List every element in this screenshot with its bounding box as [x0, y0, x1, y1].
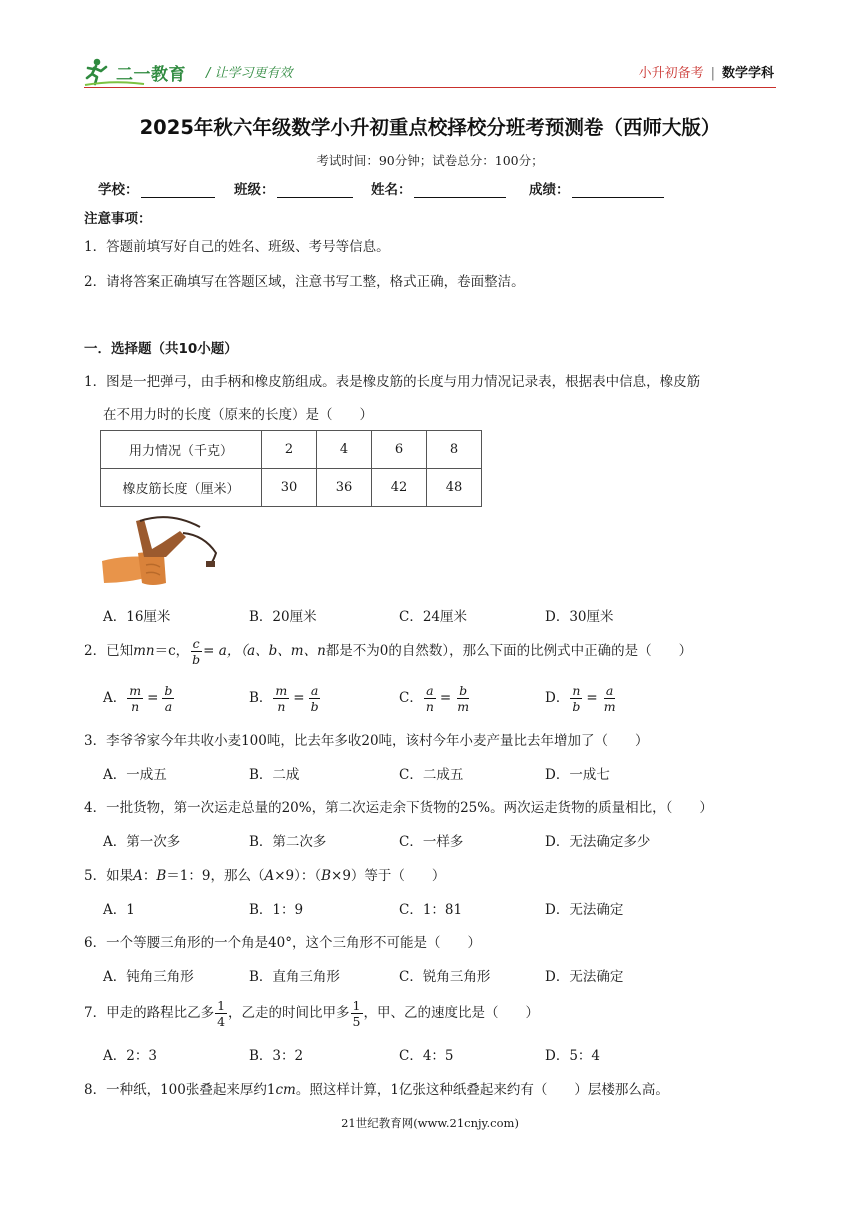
school-blank[interactable] [141, 183, 215, 198]
note-item: 2．请将答案正确填写在答题区域，注意书写工整，格式正确，卷面整洁。 [84, 274, 525, 290]
equals-sign: = [293, 690, 305, 706]
header-right [639, 62, 774, 81]
q2-eq-a: = a，（ [203, 643, 248, 659]
option-c[interactable]: C．24厘米 [399, 609, 468, 625]
fraction [190, 636, 202, 667]
option-a[interactable]: A．第一次多 [103, 834, 181, 850]
fraction-numerator: m [129, 683, 142, 698]
option-b[interactable]: B．第二次多 [249, 834, 327, 850]
option-b[interactable]: B．直角三角形 [249, 969, 340, 985]
brand-logo-text: 二一教育 [116, 65, 186, 85]
fraction-denominator: m [457, 699, 470, 714]
question-3-text: 3．李爷爷家今年共收小麦100吨，比去年多收20吨，该村今年小麦产量比去年增加了（ ） [84, 733, 649, 749]
fraction-denominator: n [425, 699, 434, 714]
option-a[interactable]: A．1 [103, 902, 135, 918]
fraction-denominator: 4 [217, 1014, 226, 1029]
class-blank[interactable] [277, 183, 353, 198]
fraction [351, 998, 363, 1029]
header-separator: | [710, 66, 715, 81]
option-d[interactable]: D．无法确定 [545, 969, 624, 985]
equals-sign: = [586, 690, 598, 706]
option-d[interactable]: D．30厘米 [545, 609, 614, 625]
q5-var: B [156, 868, 167, 884]
header-exam-label: 小升初备考 [638, 66, 704, 81]
option-c[interactable]: C．1：81 [399, 902, 463, 918]
note-item: 1．答题前填写好自己的姓名、班级、考号等信息。 [84, 239, 390, 255]
score-blank[interactable] [572, 183, 664, 198]
option-d[interactable]: D．一成七 [545, 767, 610, 783]
q7-part: ，甲、乙的速度比是（ ） [363, 1005, 539, 1021]
fraction-denominator: 5 [352, 1014, 361, 1029]
equals-sign: = [439, 690, 452, 706]
fraction-numerator: a [310, 683, 319, 698]
q5-var: A [133, 868, 143, 884]
q5-part: ： [142, 868, 157, 884]
q5-part: ×9）等于（ ） [331, 868, 446, 884]
option-d[interactable]: D．5：4 [545, 1048, 601, 1064]
fraction [309, 683, 321, 714]
option-c[interactable]: C．一样多 [399, 834, 464, 850]
name-blank[interactable] [414, 183, 506, 198]
option-a[interactable] [103, 683, 175, 714]
question-6-text: 6．一个等腰三角形的一个角是40°，这个三角形不可能是（ ） [84, 935, 482, 951]
notes-title: 注意事项： [84, 211, 152, 227]
fraction-denominator: a [164, 699, 173, 714]
fraction [162, 683, 174, 714]
school-field[interactable] [98, 178, 215, 198]
fraction [273, 683, 289, 714]
header-slogan: / 让学习更有效 [206, 66, 293, 81]
option-b[interactable]: B．3：2 [249, 1048, 304, 1064]
fraction-numerator: m [275, 683, 288, 698]
name-label: 姓名： [371, 182, 412, 198]
header-subject: 数学学科 [721, 66, 774, 81]
option-b[interactable]: B．1：9 [249, 902, 304, 918]
fraction [602, 683, 618, 714]
option-d[interactable]: D．无法确定 [545, 902, 624, 918]
fraction-denominator: n [131, 699, 140, 714]
option-d[interactable]: D．无法确定多少 [545, 834, 651, 850]
fraction-numerator: b [459, 683, 468, 698]
question-8-text [84, 1078, 669, 1098]
table-cell: 30 [262, 469, 317, 507]
fraction-numerator: 1 [217, 998, 226, 1013]
question-1-text: 1．图是一把弹弓，由手柄和橡皮筋组成。表是橡皮筋的长度与用力情况记录表，根据表中信息，橡皮筋 [84, 374, 701, 390]
option-label: B． [249, 690, 273, 706]
fraction [215, 998, 227, 1029]
name-field[interactable] [371, 178, 506, 198]
option-c[interactable]: C．二成五 [399, 767, 464, 783]
table-cell: 42 [372, 469, 427, 507]
fraction-numerator: n [572, 683, 581, 698]
score-field[interactable] [529, 178, 664, 198]
q5-var: B [321, 868, 332, 884]
equals-sign: = [147, 690, 159, 706]
fraction-numerator: 1 [352, 998, 361, 1013]
question-2-text [84, 636, 692, 667]
q5-part: ×9）：（ [274, 868, 322, 884]
option-b[interactable] [249, 683, 322, 714]
exam-info: 考试时间：90分钟；试卷总分：100分； [316, 153, 544, 168]
force-length-table [100, 430, 482, 507]
q5-part: ＝1：9，那么（ [166, 868, 265, 884]
q8-part: 8．一种纸，100张叠起来厚约1 [84, 1082, 276, 1098]
fraction-denominator: b [572, 699, 581, 714]
fraction-numerator: a [605, 683, 614, 698]
fraction [455, 683, 471, 714]
option-a[interactable]: A．钝角三角形 [103, 969, 194, 985]
q7-part: 7．甲走的路程比乙多 [84, 1005, 215, 1021]
option-c[interactable]: C．4：5 [399, 1048, 454, 1064]
page-title: 2025年秋六年级数学小升初重点校择校分班考预测卷（西师大版） [139, 116, 721, 139]
fraction-numerator: a [426, 683, 434, 698]
option-b[interactable]: B．20厘米 [249, 609, 317, 625]
header-divider [84, 87, 776, 88]
school-label: 学校： [98, 182, 139, 198]
question-7-text [84, 998, 539, 1029]
score-label: 成绩： [529, 182, 570, 198]
q5-var: A [264, 868, 275, 884]
option-b[interactable]: B．二成 [249, 767, 300, 783]
question-4-text: 4．一批货物，第一次运走总量的20%，第二次运走余下货物的25%。两次运走货物的质量相比，（ ） [84, 800, 713, 816]
option-c[interactable]: C．锐角三角形 [399, 969, 491, 985]
table-cell: 4 [317, 431, 372, 469]
section-title: 一．选择题（共10小题） [84, 341, 238, 357]
question-1-text-cont: 在不用力时的长度（原来的长度）是（ ） [103, 407, 373, 423]
option-label: A． [103, 690, 127, 706]
q2-var: mn [133, 643, 155, 659]
table-row [101, 431, 482, 469]
fraction-denominator: m [603, 699, 616, 714]
class-field[interactable] [234, 178, 353, 198]
option-a[interactable]: A．一成五 [103, 767, 167, 783]
fraction [127, 683, 143, 714]
table-cell: 36 [317, 469, 372, 507]
q5-part: 5．如果 [84, 868, 134, 884]
class-label: 班级： [234, 182, 275, 198]
option-label: C． [399, 690, 423, 706]
fraction-numerator: b [164, 683, 173, 698]
fraction-numerator: c [192, 636, 200, 651]
option-a[interactable]: A．16厘米 [103, 609, 171, 625]
q8-part: 。照这样计算，1亿张这种纸叠起来约有（ ）层楼那么高。 [295, 1082, 669, 1098]
q2-eq: ＝c， [154, 643, 190, 659]
table-row [101, 469, 482, 507]
q2-rest: 都是不为0的自然数），那么下面的比例式中正确的是（ ） [325, 643, 693, 659]
option-c[interactable] [399, 683, 472, 714]
table-cell: 8 [427, 431, 482, 469]
fraction-denominator: n [277, 699, 286, 714]
q2-vars: a、b、m、n [247, 643, 326, 659]
option-label: D． [545, 690, 570, 706]
q8-unit: cm [275, 1082, 296, 1098]
q2-prefix: 2．已知 [84, 643, 134, 659]
page-footer: 21世纪教育网(www.21cnjy.com) [341, 1116, 519, 1130]
fraction [570, 683, 582, 714]
q7-part: ，乙走的时间比甲多 [228, 1005, 350, 1021]
slingshot-image [100, 513, 225, 588]
option-a[interactable]: A．2：3 [103, 1048, 157, 1064]
table-cell: 2 [262, 431, 317, 469]
table-cell: 用力情况（千克） [101, 431, 262, 469]
fraction-denominator: b [192, 652, 201, 667]
fraction [424, 683, 436, 714]
option-d[interactable] [545, 683, 619, 714]
table-cell: 6 [372, 431, 427, 469]
table-cell: 橡皮筋长度（厘米） [101, 469, 262, 507]
table-cell: 48 [427, 469, 482, 507]
question-5-text [84, 864, 445, 884]
fraction-denominator: b [310, 699, 319, 714]
